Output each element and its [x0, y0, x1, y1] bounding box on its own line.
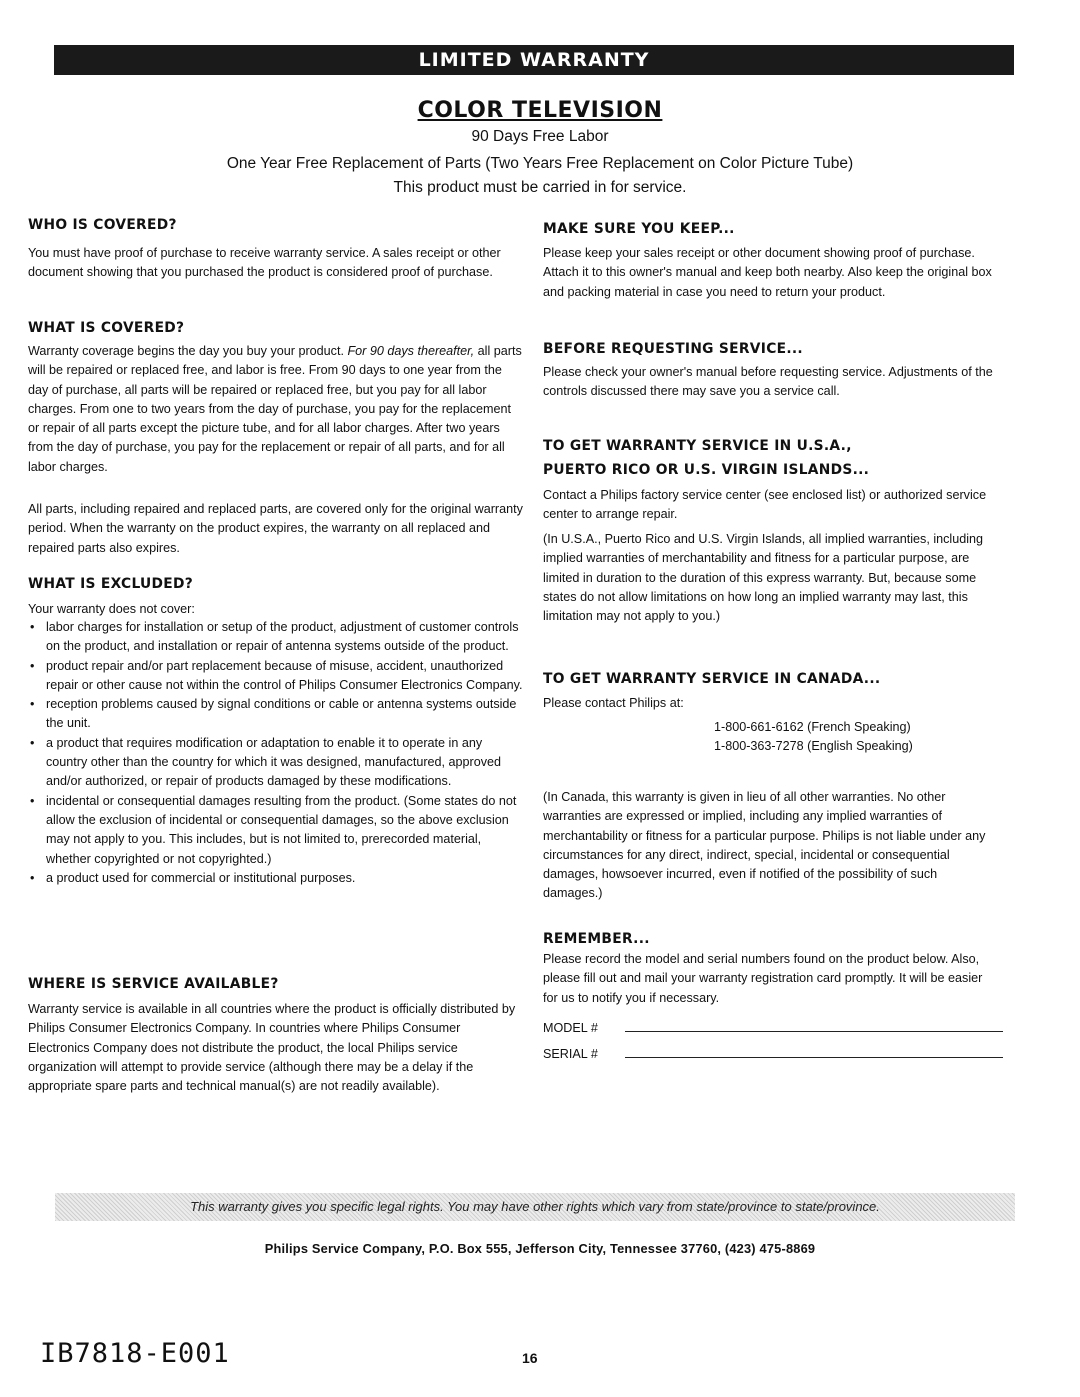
phone-english: 1-800-363-7278 (English Speaking) [714, 739, 913, 753]
canada-text: (In Canada, this warranty is given in lieu of all other warranties. No other warranties are expressed or implied, including any implied warranties of merchantability or fitness for a particular purpose. Philips is not liable under any circumstances for any direct, indirect, special, incidental or consequential damages, howsoever incurred, even if notified of the possibility of such damages.) [543, 790, 986, 901]
who-covered-text: You must have proof of purchase to receive warranty service. A sales receipt or other document showing that you purchased the product is considered proof of purchase. [28, 246, 501, 280]
canada-intro: Please contact Philips at: [543, 696, 684, 710]
remember-heading: REMEMBER... [543, 931, 650, 947]
excluded-item: • a product used for commercial or institutional purposes. [28, 869, 524, 888]
before-service-text: Please check your owner's manual before requesting service. Adjustments of the controls discussed there may save you a service call. [543, 365, 993, 399]
where-service-heading: WHERE IS SERVICE AVAILABLE? [28, 976, 279, 992]
excluded-list [28, 618, 524, 888]
excluded-item: • incidental or consequential damages resulting from the product. (Some states do not allow the exclusion of incidental or consequential damages, so the above exclusion may not apply to you. This includes, but is not limited to, prerecorded material, whether copyrighted or not copyrighted.) [28, 792, 524, 869]
model-label: MODEL # [543, 1021, 598, 1035]
legal-rights-note: This warranty gives you specific legal rights. You may have other rights which vary from state/province to state/province. [55, 1193, 1015, 1221]
excluded-item: • product repair and/or part replacement because of misuse, accident, unauthorized repair or other cause not within the control of Philips Consumer Electronics Company. [28, 657, 524, 696]
model-field [543, 1021, 1003, 1041]
excluded-item: • reception problems caused by signal conditions or cable or antenna systems outside the unit. [28, 695, 524, 734]
what-covered-text-c: all parts will be repaired or replaced free, and labor is free. From 90 days to one year from the day of purchase, all parts will be repaired or replaced free, but you pay for all labor charges. From one to two years from the day of purchase, you pay for the replacement or repair of all parts except the picture tube, and for all labor charges. After two years from the day of purchase, you pay for the replacement or repair of all parts, and for all labor charges. [28, 344, 522, 474]
warranty-banner: LIMITED WARRANTY [54, 45, 1014, 75]
usa-text-2: (In U.S.A., Puerto Rico and U.S. Virgin Islands, all implied warranties, including implied warranties of merchantability and fitness for a particular purpose, are limited in duration to the duration of this express warranty. But, because some states do not allow limitations on how long an implied warranty may last, this limitation may not apply to you.) [543, 532, 984, 624]
what-covered-text-italic: For 90 days thereafter, [347, 344, 475, 358]
subline-parts: One Year Free Replacement of Parts (Two Years Free Replacement on Color Picture Tube) [226, 155, 854, 172]
who-covered-heading: WHO IS COVERED? [28, 217, 177, 233]
remember-text: Please record the model and serial numbers found on the product below. Also, please fill out and mail your warranty registration card promptly. It will be easier for us to notify you if necessary. [543, 952, 983, 1005]
document-code: IB7818-E001 [40, 1338, 230, 1369]
what-covered-text [28, 342, 524, 477]
keep-text: Please keep your sales receipt or other document showing proof of purchase. Attach it to this owner's manual and keep both nearby. Also keep the original box and packing material in case you need to return your product. [543, 246, 992, 299]
canada-phones [714, 718, 913, 756]
before-service-heading: BEFORE REQUESTING SERVICE... [543, 341, 803, 357]
what-covered-text-a: Warranty coverage begins the day you buy your product. [28, 344, 348, 358]
usa-heading-line1: TO GET WARRANTY SERVICE IN U.S.A., [543, 438, 852, 454]
excluded-item: • a product that requires modification or adaptation to enable it to operate in any country other than the country for which it was designed, manufactured, approved and/or authorized, or repair of products damaged by these modifications. [28, 734, 524, 792]
phone-french: 1-800-661-6162 (French Speaking) [714, 720, 911, 734]
canada-heading: TO GET WARRANTY SERVICE IN CANADA... [543, 671, 881, 687]
usa-heading-line2: PUERTO RICO OR U.S. VIRGIN ISLANDS... [543, 462, 870, 478]
excluded-intro: Your warranty does not cover: [28, 602, 195, 616]
page-number: 16 [522, 1350, 538, 1366]
subline-labor: 90 Days Free Labor [471, 128, 609, 145]
what-covered-text-2: All parts, including repaired and replaced parts, are covered only for the original warranty period. When the warranty on the product expires, the warranty on all replaced and repaired parts also expires. [28, 502, 523, 555]
what-excluded-heading: WHAT IS EXCLUDED? [28, 576, 194, 592]
usa-text-1: Contact a Philips factory service center (see enclosed list) or authorized service center to arrange repair. [543, 488, 987, 522]
serial-label: SERIAL # [543, 1047, 598, 1061]
subline-service: This product must be carried in for service. [393, 179, 687, 196]
excluded-item: • labor charges for installation or setup of the product, adjustment of customer controls on the product, and installation or repair of antenna systems outside of the product. [28, 618, 524, 657]
service-address: Philips Service Company, P.O. Box 555, Jefferson City, Tennessee 37760, (423) 475-8869 [264, 1241, 816, 1256]
model-line [625, 1031, 1003, 1032]
where-service-text: Warranty service is available in all countries where the product is officially distributed by Philips Consumer Electronics Company. In countries where Philips Consumer Electronics Company does not distribute the product, the local Philips service organization will attempt to provide service (although there may be a delay if the appropriate spare parts and technical manual(s) are not readily available). [28, 1002, 516, 1094]
keep-heading: MAKE SURE YOU KEEP... [543, 221, 735, 237]
serial-line [625, 1057, 1003, 1058]
page-title: COLOR TELEVISION [417, 98, 663, 123]
serial-field [543, 1047, 1003, 1067]
what-covered-heading: WHAT IS COVERED? [28, 320, 185, 336]
